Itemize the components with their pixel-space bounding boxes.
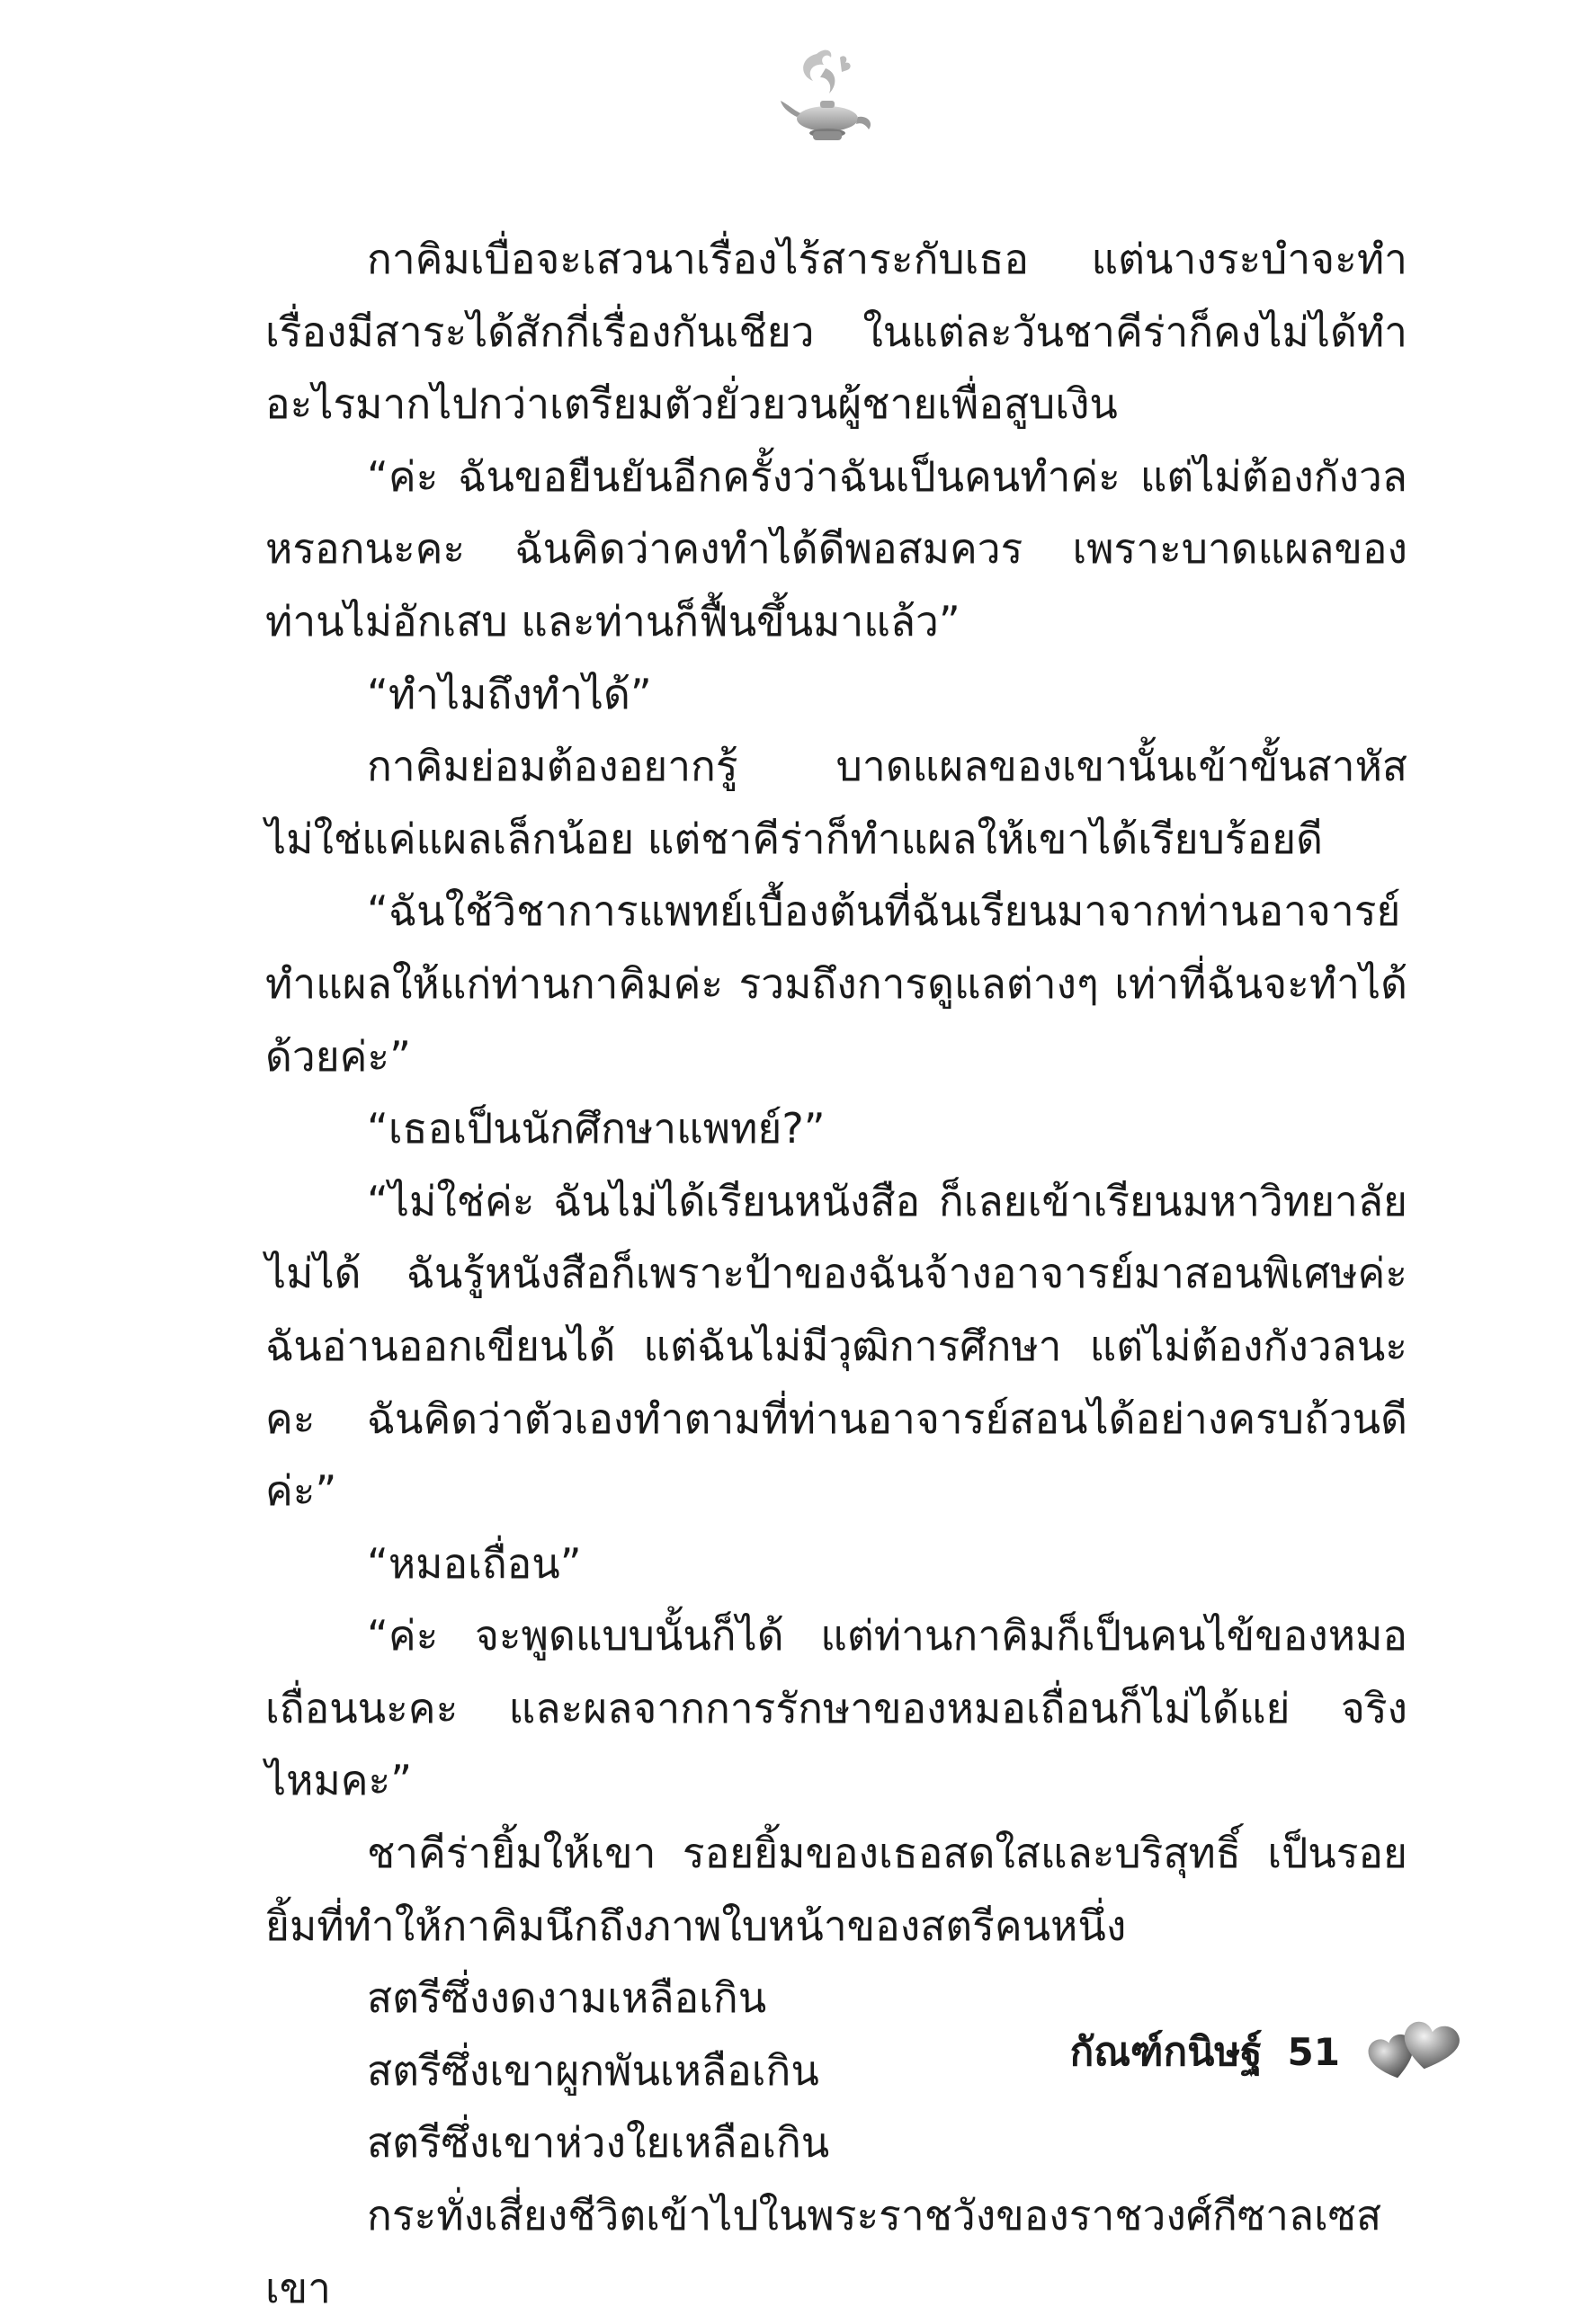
hearts-icon [1365,2016,1464,2088]
paragraph: “เธอเป็นนักศึกษาแพทย์?” [367,1104,826,1153]
paragraph: กระทั่งเสี่ยงชีวิตเข้าไปในพระราชวังของราชวงศ์กีซาลเซส เขา [265,2191,1382,2312]
paragraph: “ฉันใช้วิชาการแพทย์เบื้องต้นที่ฉันเรียนมาจากท่านอาจารย์ทำแผลให้แก่ท่านกาคิมค่ะ รวมถึงการดูแลต่างๆ เท่าที่ฉันจะทำได้ด้วยค่ะ” [265,886,1407,1081]
paragraph: “หมอเถื่อน” [367,1538,582,1588]
paragraph: “ค่ะ ฉันขอยืนยันอีกครั้งว่าฉันเป็นคนทำค่ะ แต่ไม่ต้องกังวลหรอกนะคะ ฉันคิดว่าคงทำได้ดีพอสมควร เพราะบาดแผลของท่านไม่อักเสบ และท่านก็ฟื้นขึ้นมาแล้ว” [265,451,1407,646]
genie-lamp-icon [773,45,881,153]
paragraph: สตรีซึ่งเขาผูกพันเหลือเกิน [367,2045,819,2095]
paragraph: กาคิมย่อมต้องอยากรู้ บาดแผลของเขานั้นเข้าขั้นสาหัส ไม่ใช่แค่แผลเล็กน้อย แต่ชาคีร่าก็ทำแผลให้เขาได้เรียบร้อยดี [265,742,1407,863]
page-footer [1070,2007,1464,2097]
paragraph: สตรีซึ่งงดงามเหลือเกิน [367,1973,767,2023]
page-number: 51 [1287,2029,1340,2074]
paragraph: ชาคีร่ายิ้มให้เขา รอยยิ้มของเธอสดใสและบริสุทธิ์ เป็นรอยยิ้มที่ทำให้กาคิมนึกถึงภาพใบหน้าของสตรีคนหนึ่ง [265,1829,1407,1950]
paragraph: “ไม่ใช่ค่ะ ฉันไม่ได้เรียนหนังสือ ก็เลยเข้าเรียนมหาวิทยาลัยไม่ได้ ฉันรู้หนังสือก็เพราะป้าของฉันจ้างอาจารย์มาสอนพิเศษค่ะ ฉันอ่านออกเขียนได้ แต่ฉันไม่มีวุฒิการศึกษา แต่ไม่ต้องกังวลนะคะ ฉันคิดว่าตัวเองทำตามที่ท่านอาจารย์สอนได้อย่างครบถ้วนดีค่ะ” [265,1176,1407,1516]
paragraph: “ทำไมถึงทำได้” [367,669,652,718]
paragraph: กาคิมเบื่อจะเสวนาเรื่องไร้สาระกับเธอ แต่นางระบำจะทำเรื่องมีสาระได้สักกี่เรื่องกันเชียว ในแต่ละวันชาคีร่าก็คงไม่ได้ทำอะไรมากไปกว่าเตรียมตัวยั่วยวนผู้ชายเพื่อสูบเงิน [265,235,1407,429]
paragraph: สตรีซึ่งเขาห่วงใยเหลือเกิน [367,2118,830,2168]
paragraph: “ค่ะ จะพูดแบบนั้นก็ได้ แต่ท่านกาคิมก็เป็นคนไข้ของหมอเถื่อนนะคะ และผลจากการรักษาของหมอเถื่อนก็ไม่ได้แย่ จริงไหมคะ” [265,1611,1407,1805]
book-title: กัณฑ์กนิษฐ์ [1069,2029,1263,2075]
